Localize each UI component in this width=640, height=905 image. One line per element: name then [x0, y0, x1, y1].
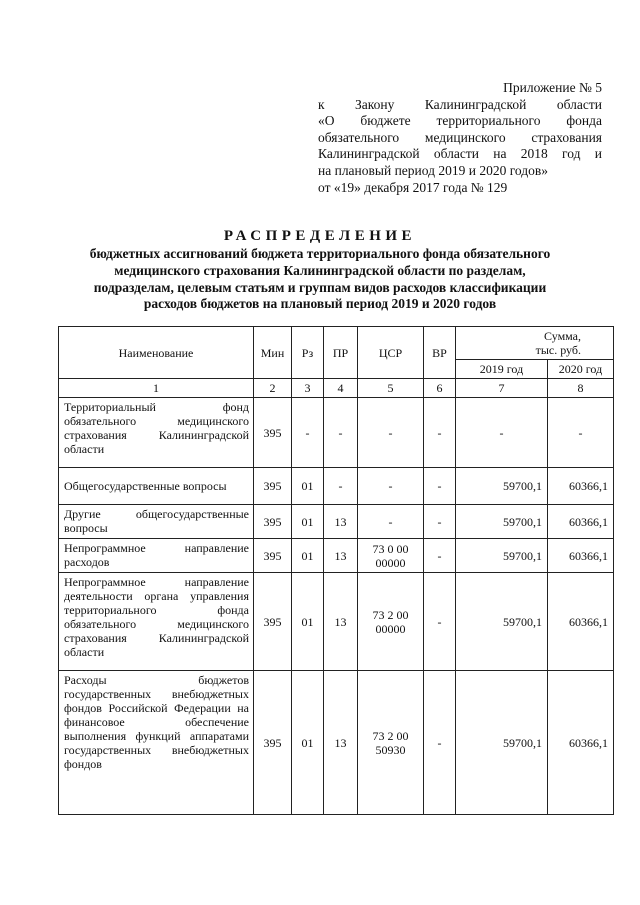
- row-csr: -: [358, 468, 424, 505]
- row-pr: 13: [324, 671, 358, 815]
- row-vr: -: [424, 671, 456, 815]
- row-2019: 59700,1: [456, 468, 548, 505]
- row-2020: 60366,1: [548, 671, 614, 815]
- row-rz: 01: [292, 573, 324, 671]
- row-name: Другие общегосударственные вопросы: [59, 505, 254, 539]
- appendix-law-title-1: «О бюджете территориального фонда: [318, 113, 602, 129]
- table-row: [59, 573, 614, 671]
- row-rz: -: [292, 398, 324, 468]
- row-vr: -: [424, 573, 456, 671]
- table-row: [59, 671, 614, 815]
- row-2019: 59700,1: [456, 539, 548, 573]
- row-csr: -: [358, 505, 424, 539]
- appendix-law-title-4: на плановый период 2019 и 2020 годов»: [318, 162, 549, 178]
- table-row: [59, 539, 614, 573]
- row-2019: 59700,1: [456, 505, 548, 539]
- row-pr: 13: [324, 539, 358, 573]
- document-subtitle: [40, 246, 600, 313]
- row-min: 395: [254, 398, 292, 468]
- header-sum-label: Сумма,: [544, 329, 581, 343]
- column-number: 2: [254, 379, 292, 398]
- row-vr: -: [424, 468, 456, 505]
- row-2020: -: [548, 398, 614, 468]
- row-vr: -: [424, 539, 456, 573]
- row-2020: 60366,1: [548, 468, 614, 505]
- column-number: 8: [548, 379, 614, 398]
- appendix-date: от «19» декабря 2017 года № 129: [318, 179, 508, 195]
- row-pr: -: [324, 398, 358, 468]
- row-2019: 59700,1: [456, 671, 548, 815]
- table-row: [59, 468, 614, 505]
- row-csr: 73 2 00 50930: [358, 671, 424, 815]
- row-min: 395: [254, 573, 292, 671]
- header-csr: ЦСР: [358, 327, 424, 379]
- row-name: Непрограммное направление расходов: [59, 539, 254, 573]
- header-min: Мин: [254, 327, 292, 379]
- table-row: [59, 398, 614, 468]
- row-csr: -: [358, 398, 424, 468]
- header-2020: 2020 год: [548, 360, 614, 379]
- column-number: 3: [292, 379, 324, 398]
- row-name: Территориальный фонд обязательного медицинского страхования Калининградской области: [59, 398, 254, 468]
- header-2019: 2019 год: [456, 360, 548, 379]
- header-rz: Рз: [292, 327, 324, 379]
- header-vr: ВР: [424, 327, 456, 379]
- row-2019: -: [456, 398, 548, 468]
- column-number: 5: [358, 379, 424, 398]
- row-min: 395: [254, 468, 292, 505]
- row-vr: -: [424, 398, 456, 468]
- column-number: 7: [456, 379, 548, 398]
- row-name: Общегосударственные вопросы: [59, 468, 254, 505]
- row-rz: 01: [292, 539, 324, 573]
- row-rz: 01: [292, 468, 324, 505]
- row-2019: 59700,1: [456, 573, 548, 671]
- table-row: [59, 505, 614, 539]
- appendix-law-line: к Закону Калининградской области: [318, 96, 602, 112]
- header-name: Наименование: [59, 327, 254, 379]
- header-sum-unit: тыс. руб.: [535, 343, 581, 357]
- document-heading: РАСПРЕДЕЛЕНИЕ: [223, 228, 417, 244]
- column-number: 4: [324, 379, 358, 398]
- row-csr: 73 0 00 00000: [358, 539, 424, 573]
- appendix-block: [318, 80, 602, 196]
- subtitle-line-1: бюджетных ассигнований бюджета территориального фонда обязательного: [89, 246, 551, 261]
- row-rz: 01: [292, 505, 324, 539]
- row-name: Расходы бюджетов государственных внебюджетных фондов Российской Федерации на финансовое обеспечение выполнения функций аппаратами государственных внебюджетных фондов: [59, 671, 254, 815]
- row-2020: 60366,1: [548, 539, 614, 573]
- subtitle-line-4: расходов бюджетов на плановый период 2019 и 2020 годов: [143, 296, 497, 312]
- row-csr: 73 2 00 00000: [358, 573, 424, 671]
- row-pr: 13: [324, 573, 358, 671]
- row-min: 395: [254, 671, 292, 815]
- column-number: 1: [59, 379, 254, 398]
- row-pr: -: [324, 468, 358, 505]
- row-2020: 60366,1: [548, 573, 614, 671]
- row-min: 395: [254, 539, 292, 573]
- appendix-number: Приложение № 5: [503, 80, 602, 95]
- row-vr: -: [424, 505, 456, 539]
- row-2020: 60366,1: [548, 505, 614, 539]
- appendix-law-title-2: обязательного медицинского страхования: [318, 129, 602, 145]
- row-pr: 13: [324, 505, 358, 539]
- column-number: 6: [424, 379, 456, 398]
- header-sum: [456, 327, 614, 360]
- subtitle-line-3: подразделам, целевым статьям и группам видов расходов классификации: [93, 279, 547, 295]
- subtitle-line-2: медицинского страхования Калининградской области по разделам,: [114, 262, 526, 278]
- budget-table: [58, 326, 614, 815]
- row-rz: 01: [292, 671, 324, 815]
- appendix-law-title-3: Калининградской области на 2018 год и: [318, 146, 602, 162]
- header-pr: ПР: [324, 327, 358, 379]
- row-name: Непрограммное направление деятельности органа управления территориального фонда обязательного медицинского страхования Калининградской области: [59, 573, 254, 671]
- row-min: 395: [254, 505, 292, 539]
